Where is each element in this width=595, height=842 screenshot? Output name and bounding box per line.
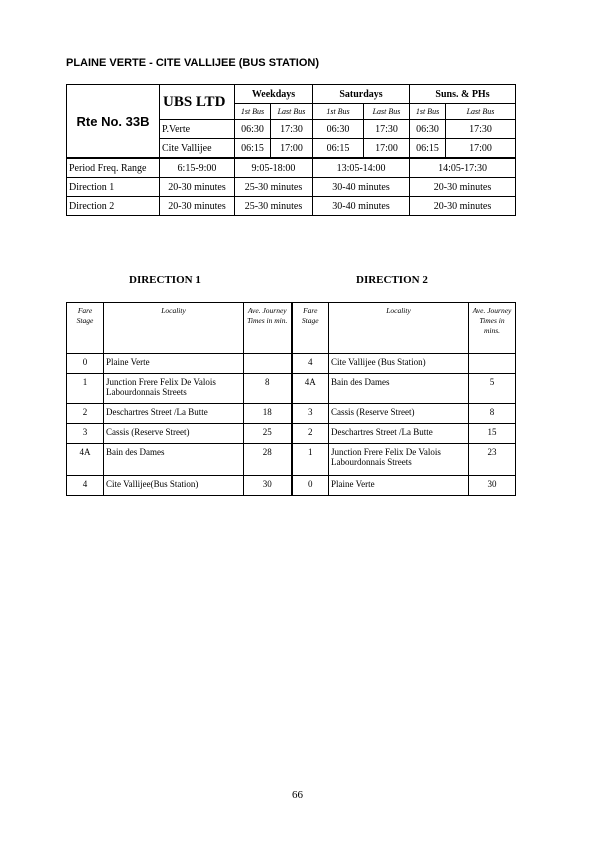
journey-time-header: Ave. Journey Times in mins.: [469, 303, 516, 354]
fare-stage-cell: 4: [67, 476, 104, 496]
time-cell: 17:30: [271, 120, 313, 139]
fare-stage-cell: 3: [292, 404, 329, 424]
locality-cell: Junction Frere Felix De Valois Labourdonnais Streets: [104, 374, 244, 404]
day-group-sundays: Suns. & PHs: [410, 85, 516, 104]
locality-cell: Bain des Dames: [329, 374, 469, 404]
direction-label: Direction 2: [67, 197, 160, 216]
locality-cell: Cassis (Reserve Street): [104, 424, 244, 444]
table-row: [67, 424, 516, 444]
fare-stage-header-row: [67, 303, 516, 354]
frequency-cell: 20-30 minutes: [160, 178, 235, 197]
journey-time-cell: 28: [244, 444, 292, 476]
fare-stage-cell: 2: [292, 424, 329, 444]
frequency-cell: 25-30 minutes: [235, 197, 313, 216]
freq-range: 13:05-14:00: [313, 158, 410, 178]
page-title: PLAINE VERTE - CITE VALLIJEE (BUS STATION): [66, 57, 320, 69]
freq-range: 9:05-18:00: [235, 158, 313, 178]
time-cell: 17:00: [446, 139, 516, 159]
time-cell: 17:00: [271, 139, 313, 159]
journey-time-cell: 23: [469, 444, 516, 476]
table-row: [67, 404, 516, 424]
first-bus-header: 1st Bus: [235, 104, 271, 120]
locality-header: Locality: [104, 303, 244, 354]
fare-stage-cell: 4A: [67, 444, 104, 476]
freq-label: Period Freq. Range: [67, 158, 160, 178]
journey-time-cell: [244, 354, 292, 374]
day-group-weekdays: Weekdays: [235, 85, 313, 104]
journey-time-cell: 5: [469, 374, 516, 404]
table-row: [67, 476, 516, 496]
fare-stage-cell: 4A: [292, 374, 329, 404]
place-name: P.Verte: [160, 120, 235, 139]
time-cell: 06:15: [235, 139, 271, 159]
last-bus-header: Last Bus: [364, 104, 410, 120]
journey-time-cell: 8: [469, 404, 516, 424]
last-bus-header: Last Bus: [446, 104, 516, 120]
company-name: UBS LTD: [160, 85, 235, 120]
frequency-cell: 20-30 minutes: [160, 197, 235, 216]
direction-1-heading: DIRECTION 1: [129, 274, 201, 286]
fare-stage-cell: 4: [292, 354, 329, 374]
table-row: [67, 444, 516, 476]
fare-stage-header: Fare Stage: [67, 303, 104, 354]
time-cell: 06:15: [313, 139, 364, 159]
time-cell: 06:15: [410, 139, 446, 159]
direction-label: Direction 1: [67, 178, 160, 197]
schedule-header-row: [67, 85, 516, 104]
journey-time-cell: [469, 354, 516, 374]
frequency-row: [67, 158, 516, 178]
locality-cell: Cite Vallijee (Bus Station): [329, 354, 469, 374]
journey-time-cell: 18: [244, 404, 292, 424]
last-bus-header: Last Bus: [271, 104, 313, 120]
first-bus-header: 1st Bus: [410, 104, 446, 120]
route-number: Rte No. 33B: [67, 85, 160, 159]
time-cell: 17:30: [364, 120, 410, 139]
table-row: [67, 354, 516, 374]
fare-stage-table: [66, 302, 516, 496]
first-bus-header: 1st Bus: [313, 104, 364, 120]
table-row: [67, 374, 516, 404]
schedule-table: [66, 84, 516, 216]
locality-cell: Plaine Verte: [329, 476, 469, 496]
day-group-saturdays: Saturdays: [313, 85, 410, 104]
direction-1-row: [67, 178, 516, 197]
journey-time-cell: 8: [244, 374, 292, 404]
fare-stage-header: Fare Stage: [292, 303, 329, 354]
locality-cell: Cassis (Reserve Street): [329, 404, 469, 424]
frequency-cell: 30-40 minutes: [313, 197, 410, 216]
journey-time-cell: 25: [244, 424, 292, 444]
time-cell: 06:30: [313, 120, 364, 139]
journey-time-header: Ave. Journey Times in min.: [244, 303, 292, 354]
frequency-cell: 20-30 minutes: [410, 178, 516, 197]
frequency-cell: 30-40 minutes: [313, 178, 410, 197]
fare-stage-cell: 3: [67, 424, 104, 444]
fare-stage-cell: 1: [67, 374, 104, 404]
freq-range: 6:15-9:00: [160, 158, 235, 178]
time-cell: 06:30: [410, 120, 446, 139]
locality-cell: Deschartres Street /La Butte: [104, 404, 244, 424]
time-cell: 17:30: [446, 120, 516, 139]
locality-header: Locality: [329, 303, 469, 354]
time-cell: 17:00: [364, 139, 410, 159]
frequency-cell: 20-30 minutes: [410, 197, 516, 216]
locality-cell: Plaine Verte: [104, 354, 244, 374]
time-cell: 06:30: [235, 120, 271, 139]
locality-cell: Deschartres Street /La Butte: [329, 424, 469, 444]
locality-cell: Bain des Dames: [104, 444, 244, 476]
locality-cell: Junction Frere Felix De Valois Labourdonnais Streets: [329, 444, 469, 476]
journey-time-cell: 30: [244, 476, 292, 496]
page-number: 66: [292, 789, 303, 801]
locality-cell: Cite Vallijee(Bus Station): [104, 476, 244, 496]
fare-stage-cell: 0: [67, 354, 104, 374]
fare-stage-cell: 0: [292, 476, 329, 496]
fare-stage-cell: 2: [67, 404, 104, 424]
direction-2-row: [67, 197, 516, 216]
place-name: Cite Vallijee: [160, 139, 235, 159]
journey-time-cell: 15: [469, 424, 516, 444]
fare-stage-cell: 1: [292, 444, 329, 476]
direction-2-heading: DIRECTION 2: [356, 274, 428, 286]
journey-time-cell: 30: [469, 476, 516, 496]
freq-range: 14:05-17:30: [410, 158, 516, 178]
frequency-cell: 25-30 minutes: [235, 178, 313, 197]
